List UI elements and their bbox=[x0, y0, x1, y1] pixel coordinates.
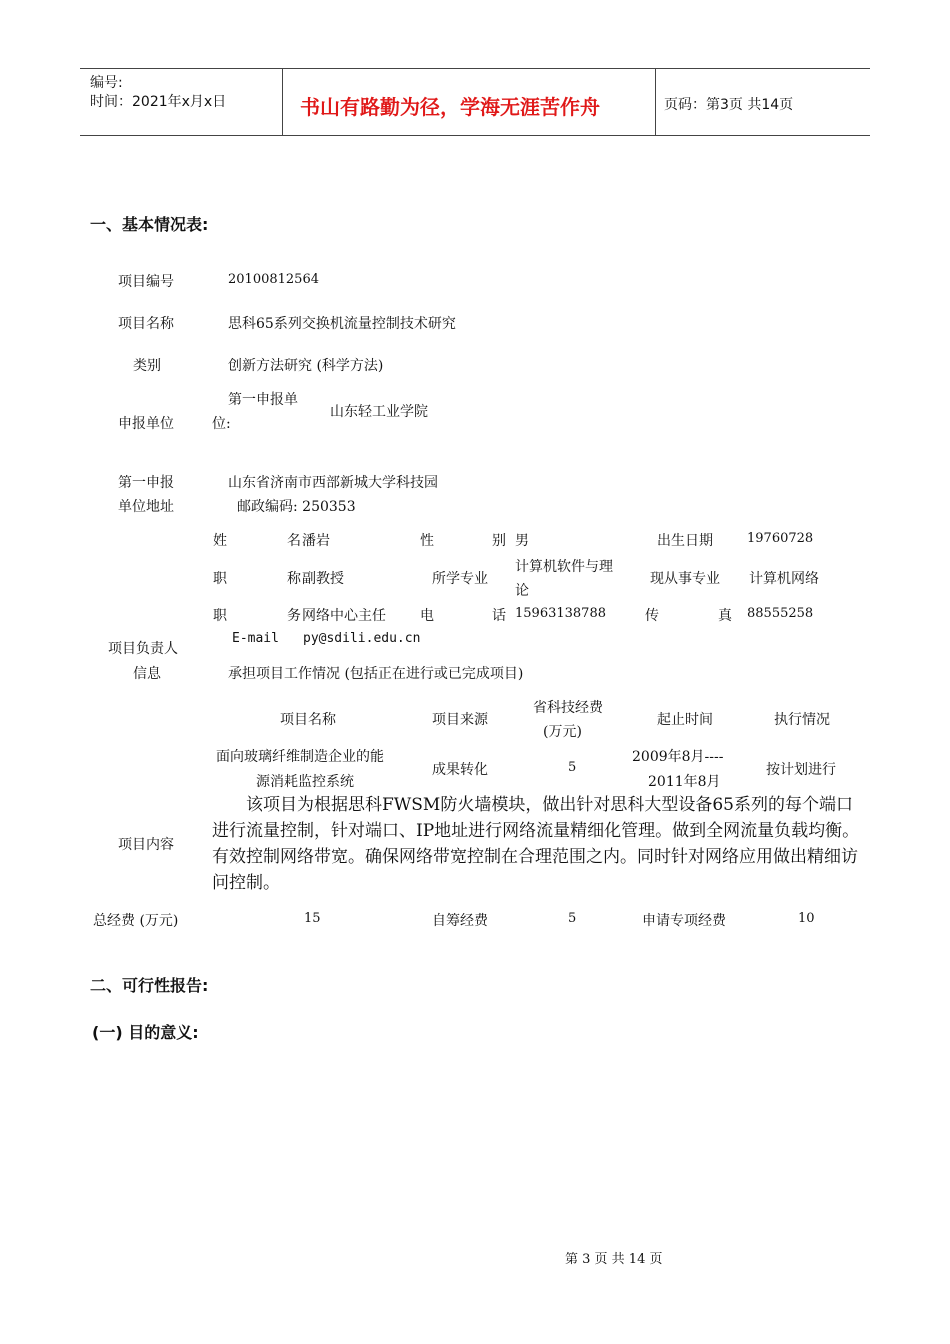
addr-value: 山东省济南市西部新城大学科技园 bbox=[228, 475, 438, 491]
fax-label-a: 传 bbox=[645, 608, 659, 624]
apply-fund-value: 10 bbox=[798, 911, 815, 926]
title-label-a: 职 bbox=[213, 571, 227, 587]
col-header-name: 项目名称 bbox=[280, 712, 336, 728]
phone-label-b: 话 bbox=[492, 608, 506, 624]
leader-phone: 15963138788 bbox=[515, 606, 606, 621]
phone-label-a: 电 bbox=[420, 608, 434, 624]
header-number-label: 编号: bbox=[90, 75, 123, 91]
row-period-1: 2009年8月---- bbox=[632, 749, 724, 765]
col-header-status: 执行情况 bbox=[774, 712, 830, 728]
first-unit-label-1: 第一申报单 bbox=[228, 392, 298, 408]
section2-subtitle: (一) 目的意义: bbox=[92, 1023, 199, 1042]
addr-label-1: 第一申报 bbox=[118, 475, 174, 491]
proj-name-value: 思科65系列交换机流量控制技术研究 bbox=[228, 316, 456, 332]
post-label-b: 务 bbox=[287, 608, 301, 624]
addr-label-2: 单位地址 bbox=[118, 499, 174, 515]
leader-name: 潘岩 bbox=[302, 533, 330, 549]
content-text: 该项目为根据思科FWSM防火墙模块，做出针对思科大型设备65系列的每个端口进行流量控制，针对端口、IP地址进行网络流量精细化管理。做到全网流量负载均衡。有效控制网络带宽。确保网络带宽控制在合理范围之内。同时针对网络应用做出精细访问控制。 bbox=[212, 795, 860, 893]
email-label: E-mail bbox=[232, 631, 279, 646]
self-fund-value: 5 bbox=[568, 911, 577, 926]
leader-section-label-2: 信息 bbox=[133, 666, 161, 682]
name-label-b: 名 bbox=[287, 533, 301, 549]
proj-name-label: 项目名称 bbox=[118, 316, 174, 332]
leader-title: 副教授 bbox=[302, 571, 344, 587]
major-label: 所学专业 bbox=[432, 571, 488, 587]
proj-no-label: 项目编号 bbox=[118, 274, 174, 290]
col-header-source: 项目来源 bbox=[432, 712, 488, 728]
header-bottom-border bbox=[80, 135, 870, 136]
page-footer: 第 3 页 共 14 页 bbox=[565, 1252, 663, 1267]
leader-major-2: 论 bbox=[515, 583, 529, 599]
leader-post: 网络中心主任 bbox=[302, 608, 386, 624]
col-header-fund-1: 省科技经费 bbox=[533, 700, 603, 716]
self-fund-label: 自筹经费 bbox=[432, 913, 488, 929]
gender-label-b: 别 bbox=[492, 533, 506, 549]
total-fund-label: 总经费 (万元) bbox=[93, 913, 179, 929]
current-major-label: 现从事专业 bbox=[650, 571, 720, 587]
birth-label: 出生日期 bbox=[657, 533, 713, 549]
header-divider-left bbox=[282, 68, 283, 136]
title-label-b: 称 bbox=[287, 571, 301, 587]
category-value: 创新方法研究 (科学方法) bbox=[228, 358, 384, 374]
row-source: 成果转化 bbox=[432, 762, 488, 778]
row-name-2: 源消耗监控系统 bbox=[256, 774, 354, 790]
first-unit-value: 山东轻工业学院 bbox=[330, 404, 428, 420]
row-period-2: 2011年8月 bbox=[648, 774, 721, 790]
row-name-1: 面向玻璃纤维制造企业的能 bbox=[216, 749, 384, 765]
section2-title: 二、可行性报告: bbox=[90, 976, 209, 995]
leader-birth: 19760728 bbox=[747, 531, 814, 546]
gender-label-a: 性 bbox=[420, 533, 434, 549]
header-page-label: 页码：第3页 共14页 bbox=[664, 97, 794, 113]
leader-fax: 88555258 bbox=[747, 606, 814, 621]
header-divider-right bbox=[655, 68, 656, 136]
header-top-border bbox=[80, 68, 870, 69]
work-title: 承担项目工作情况 (包括正在进行或已完成项目) bbox=[228, 666, 524, 682]
unit-label: 申报单位 bbox=[118, 416, 174, 432]
header-time-label: 时间：2021年x月x日 bbox=[90, 94, 227, 110]
leader-email: py@sdili.edu.cn bbox=[303, 631, 421, 646]
section1-title: 一、基本情况表: bbox=[90, 215, 209, 234]
row-fund: 5 bbox=[568, 760, 577, 775]
fax-label-b: 真 bbox=[718, 608, 732, 624]
leader-section-label-1: 项目负责人 bbox=[108, 641, 178, 657]
row-status: 按计划进行 bbox=[766, 762, 836, 778]
leader-current-major: 计算机网络 bbox=[749, 571, 819, 587]
post-label-a: 职 bbox=[213, 608, 227, 624]
leader-major-1: 计算机软件与理 bbox=[515, 559, 613, 575]
col-header-fund-2: (万元) bbox=[543, 724, 582, 740]
name-label-a: 姓 bbox=[213, 533, 227, 549]
total-fund-value: 15 bbox=[304, 911, 321, 926]
postcode-value: 邮政编码: 250353 bbox=[237, 499, 356, 515]
category-label: 类别 bbox=[133, 358, 161, 374]
content-label: 项目内容 bbox=[118, 837, 174, 853]
apply-fund-label: 申请专项经费 bbox=[642, 913, 726, 929]
col-header-period: 起止时间 bbox=[657, 712, 713, 728]
first-unit-label-2: 位: bbox=[212, 416, 231, 432]
proj-no-value: 20100812564 bbox=[228, 272, 319, 287]
leader-gender: 男 bbox=[515, 533, 529, 549]
header-motto: 书山有路勤为径，学海无涯苦作舟 bbox=[300, 95, 600, 119]
